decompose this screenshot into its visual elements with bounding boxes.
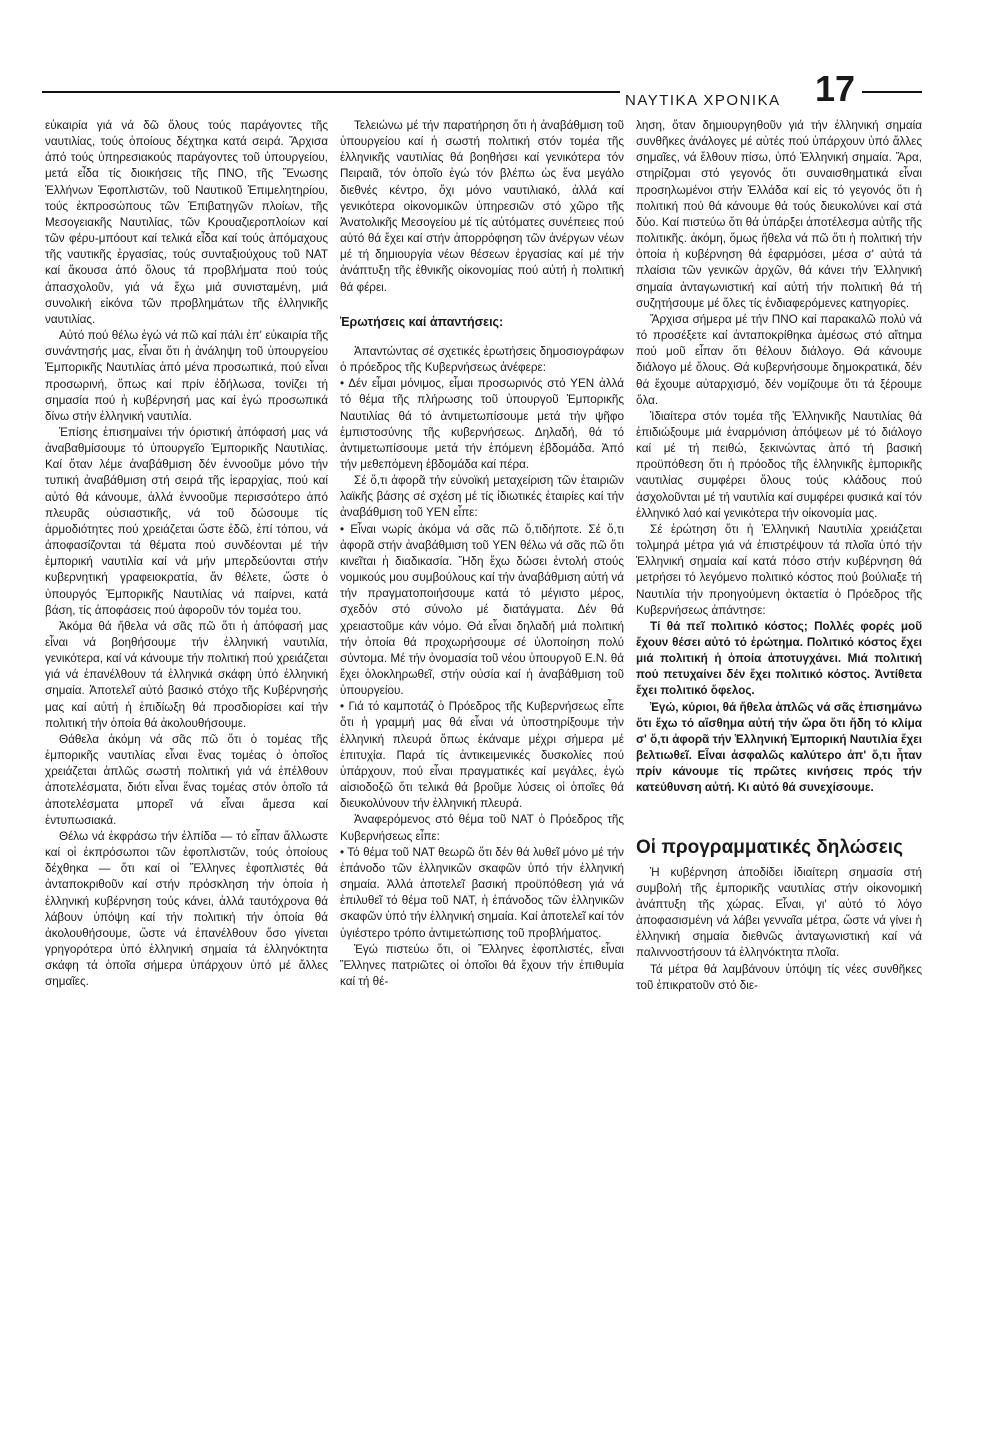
paragraph: • Τό θέμα τοῦ ΝΑΤ θεωρῶ ὅτι δέν θά λυθεῖ μόνο μέ τήν ἐπάνοδο τῶν ἑλληνικῶν σκαφῶν ὑπό τήν ἑλληνική σημαία. Ἀλλά ἀποτελεῖ βασική προϋπόθεση γιά νά ἐπιλυθεῖ τό θέμα τοῦ ΝΑΤ, ἡ ἐπάνοδος τῶν ἑλληνικῶν σκαφῶν ὑπό τήν ἑλληνική σημαία. Καί ἀποτελεῖ καί τόν ὑγιέστερο τρόπο ἀντιμετώπισης τοῦ προβλήματος. xyxy=(340,845,624,940)
column-3 xyxy=(636,118,922,994)
paragraph: Ἄρχισα σήμερα μέ τήν ΠΝΟ καί παρακαλῶ πολύ νά τό προσέξετε καί ἀνταποκρίθηκα ἀμέσως στό αἴτημα πού μοῦ εἶπαν ὅτι θέλουν διάλογο. Θά κάνουμε διάλογο μέ ὅλους. Θά κυβερνήσουμε δημοκρατικά, δέν θά ἔχουμε αὐταρχισμό, δέν νομίζουμε ὅτι τά ξέρουμε ὅλα. xyxy=(636,312,922,407)
paragraph: Ἡ κυβέρνηση ἀποδίδει ἰδιαίτερη σημασία στή συμβολή τῆς ἐμπορικῆς ναυτιλίας στήν οἰκονομική ἀνάπτυξη τῆς χώρας. Εἶναι, γι' αὐτό τό λόγο ἀποφασισμένη νά λάβει γενναῖα μέτρα, ὥστε νά γίνει ἡ ἑλληνική σημαία διεθνῶς ἀνταγωνιστική καί νά παλιννοστήσουν τά ἑλληνόκτητα πλοῖα. xyxy=(636,865,922,960)
paragraph: • Εἶναι νωρίς ἀκόμα νά σᾶς πῶ ὅ,τιδήποτε. Σέ ὅ,τι ἀφορᾶ στήν ἀναβάθμιση τοῦ ΥΕΝ θέλω νά σᾶς πῶ ὅτι κινεῖται ἡ διαδικασία. Ἤδη ἔχω δώσει ἐντολή στούς νομικούς μου συμβούλους καί τήν ἀναβάθμιση αὐτή νά τήν πραγματοποιήσουμε κατά τό μέγιστο μέρος, σχεδόν στό σύνολο μέ διατάγματα. Δέν θά χρειαστοῦμε κάν νόμο. Θά εἶναι δηλαδή μιά πολιτική τήν ὁποία θά προχωρήσουμε σέ ὑλοποίηση πολύ σύντομα. Μέ τήν ὀνομασία τοῦ νέου ὑπουργοῦ Ε.Ν. θά ἔχει ὁλοκληρωθεῖ, στήν οὐσία καί ἡ ἀναβάθμιση τοῦ ὑπουργείου. xyxy=(340,522,624,698)
paragraph: Τελειώνω μέ τήν παρατήρηση ὅτι ἡ ἀναβάθμιση τοῦ ὑπουργείου καί ἡ σωστή πολιτική στόν τομέα τῆς ἑλληνικῆς ναυτιλίας θά βοηθήσει καί γενικότερα τόν Πειραιᾶ, τόν ὁποῖο ἐγώ τόν βλέπω ὡς ἕνα μεγάλο διεθνές κέντρο, ὄχι μόνο ναυτιλιακό, ἀλλά καί γενικότερα οἰκονομικῶν ὑπηρεσιῶν στό χῶρο τῆς Ἀνατολικῆς Μεσογείου μέ τίς αὐτόματες συνέπειες πού αὐτό θά ἔχει καί στήν ἀπορρόφηση τῶν ἀνέργων νέων μέ τή δημιουργία νέων θέσεων ἐργασίας καί μέ τήν ἀνάπτυξη τῆς ἐθνικῆς οἰκονομίας πού αὐτή ἡ πολιτική θά φέρει. xyxy=(340,119,624,294)
paragraph: Ἀπαντώντας σέ σχετικές ἐρωτήσεις δημοσιογράφων ὁ πρόεδρος τῆς Κυβερνήσεως ἀνέφερε: xyxy=(340,344,624,375)
paragraph: Τά μέτρα θά λαμβάνουν ὑπόψη τίς νέες συνθῆκες τοῦ ἐπικρατοῦν στό διε- xyxy=(636,962,922,992)
paragraph: Ἰδιαίτερα στόν τομέα τῆς Ἑλληνικῆς Ναυτιλίας θά ἐπιδιώξουμε μιά ἐναρμόνιση ἀπόψεων μέ τό διάλογο καί μέ τή πειθώ, ξεκινώντας ἀπό τή βασική προϋπόθεση ὅτι ἡ πρόοδος τῆς ἑλληνικῆς ἐμπορικῆς ναυτιλίας συμφέρει ὅλους τούς κλάδους πού ἀσχολοῦνται μέ τή ναυτιλία καί συμφέρει φυσικά καί τόν ἑλληνικό λαό καί γενικότερα τήν οἰκονομία μας. xyxy=(636,409,922,520)
paragraph: Θέλω νά ἐκφράσω τήν ἐλπίδα — τό εἶπαν ἄλλωστε καί οἱ ἐκπρόσωποι τῶν ἐφοπλιστῶν, τούς ὁποίους δέχθηκα — ὅτι καί οἱ Ἕλληνες ἐφοπλιστές θά ἀνταποκριθοῦν καί στήν πρόσκληση τήν ὁποία ἡ ἑλληνική κυβέρνηση τούς κάνει, ἀλλά ταυτόχρονα θά λάβουν ὑπόψη καί τήν πολιτική τήν ὁποία θά ἀκολουθήσουμε, ὥστε νά ἐπανέλθουν ὅσο γίνεται γρηγορότερα ὑπό ἑλληνική σημαία τά ἑλληνόκτητα σκάφη τά ὁποῖα σήμερα ὑπάρχουν ὑπό μέ ἄλλες σημαῖες. xyxy=(45,829,328,989)
section-title: Οἱ προγραμματικές δηλώσεις xyxy=(636,836,903,858)
paragraph: • Γιά τό καμποτάζ ὁ Πρόεδρος τῆς Κυβερνήσεως εἶπε ὅτι ἡ γραμμή μας θά εἶναι νά ὑποστηρίξουμε τήν ἑλληνική πλευρά ὅπως ἐκάναμε μέχρι σήμερα μέ ἐπιτυχία. Παρά τίς ἀντικειμενικές δυσκολίες πού ὑπάρχουν, πού εἶναι πραγματικές καί μεγάλες, ἐγώ αἰσιοδοξῶ ὅτι τελικά θά βροῦμε λύσεις οἱ ὁποῖες θά διευκολύνουν τήν ἑλληνική πλευρά. xyxy=(340,700,624,811)
bold-paragraph: Ἐγώ, κύριοι, θά ἤθελα ἁπλῶς νά σᾶς ἐπισημάνω ὅτι ἔχω τό αἴσθημα αὐτή τήν ὥρα ὅτι ἤδη τό κλίμα σ' ὅ,τι ἀφορᾶ τήν Ἑλληνική Ἐμπορική Ναυτιλία ἔχει βελτιωθεῖ. Εἶναι ἀσφαλῶς καλύτερο ἀπ' ὅ,τι ἦταν πρίν κάνουμε τίς πρῶτες κινήσεις πρός τήν κατεύθυνση αὐτή. Κι αὐτό θά συνεχίσουμε. xyxy=(636,700,922,795)
page-number: 17 xyxy=(815,68,856,109)
paragraph: Θάθελα ἀκόμη νά σᾶς πῶ ὅτι ὁ τομέας τῆς ἐμπορικῆς ναυτιλίας εἶναι ἕνας τομέας ὁ ὁποῖος χρειάζεται ἁπλῶς σωστή πολιτική γιά νά ἐπέλθουν ἀποτελέσματα, διότι εἶναι ἕνας τομέας στόν ὁποῖο τά ἀποτελέσματα μπορεῖ νά εἶναι ἄμεσα καί ἐντυπωσιακά. xyxy=(45,732,328,827)
column-2 xyxy=(340,118,624,990)
paragraph: Αὐτό πού θέλω ἐγώ νά πῶ καί πάλι ἐπ' εὐκαιρία τῆς συνάντησής μας, εἶναι ὅτι ἡ ἀνάληψη τοῦ ὑπουργείου Ἐμπορικῆς Ναυτιλίας ἀπό μένα προσωπικά, πού εἶναι προσωρινή, ὅπως καί πρίν ἐδήλωσα, τονίζει τή σημασία πού ἡ κυβέρνησή μας καί ἐγώ προσωπικά δίνω στήν ἑλληνική ναυτιλία. xyxy=(45,329,328,423)
paragraph: • Δέν εἶμαι μόνιμος, εἶμαι προσωρινός στό ΥΕΝ ἀλλά τό θέμα τῆς πλήρωσης τοῦ ὑπουργοῦ Ἐμπορικῆς Ναυτιλίας θά τό ἀντιμετωπίσουμε μετά τήν ψῆφο ἐμπιστοσύνης τῆς κυβερνήσεως. Δηλαδή, θά τό ἀντιμετωπίσουμε μετά τήν ἑπόμενη ἑβδομάδα. Ἀπό τήν μεθεπόμενη ἑβδομάδα καί πέρα. xyxy=(340,377,624,471)
bold-paragraph: Τί θά πεῖ πολιτικό κόστος; Πολλές φορές μοῦ ἔχουν θέσει αὐτό τό ἐρώτημα. Πολιτικό κόστος ἔχει μιά πολιτική ἡ ὁποία ἀποτυγχάνει. Μιά πολιτική πού πετυχαίνει δέν ἔχει πολιτικό κόστος. Ἀντίθετα ἔχει πολιτικό ὄφελος. xyxy=(636,619,922,698)
header-rule-left xyxy=(42,91,620,93)
subheading-questions: Ἐρωτήσεις καί ἀπαντήσεις: xyxy=(340,314,504,329)
paragraph: Σέ ὅ,τι ἀφορᾶ τήν εὐνοϊκή μεταχείριση τῶν ἑταιριῶν λαϊκῆς βάσης σέ σχέση μέ τίς ἰδιωτικές ἑταιρίες καί τήν ἀναβάθμιση τοῦ ΥΕΝ εἶπε: xyxy=(340,474,624,520)
paragraph: Σέ ἐρώτηση ὅτι ἡ Ἑλληνική Ναυτιλία χρειάζεται τολμηρά μέτρα γιά νά ἐπιστρέψουν τά πλοῖα ὑπό τήν Ἑλληνική σημαία καί κατά πόσο στήν κυβέρνηση θά μετρήσει τό λεγόμενο πολιτικό κόστος πού βούλιαξε τή Ναυτιλία τήν προηγούμενη ὀκταετία ὁ Πρόεδρος τῆς Κυβερνήσεως ἀπάντησε: xyxy=(636,522,922,617)
paragraph: Ἐγώ πιστεύω ὅτι, οἱ Ἕλληνες ἐφοπλιστές, εἶναι Ἕλληνες πατριῶτες οἱ ὁποῖοι θά ἔχουν τήν ἐπιθυμία καί τή θέ- xyxy=(340,942,624,988)
column-1 xyxy=(45,118,328,990)
journal-name: ΝΑΥΤΙΚΑ ΧΡΟΝΙΚΑ xyxy=(625,92,781,109)
paragraph: Ἐπίσης ἐπισημαίνει τήν όριστική ἀπόφασή μας νά ἀναβαθμίσουμε τό ὑπουργεῖο Ἐμπορικῆς Ναυτιλίας. Καί ὅταν λέμε ἀναβάθμιση δέν ἐννοοῦμε μόνο τήν τυπική ἀναβάθμιση στή σειρά τῆς ἱεραρχίας, πού καί αὐτό θά κάνουμε, ἀλλά ἐννοοῦμε περισσότερο ἀπό πλευρᾶς οὐσιαστικῆς, νά τοῦ δώσουμε τίς ἁρμοδιότητες πού χρειάζεται ὥστε ἐδῶ, ἐπί τόπου, νά ἀποφασίζονται τά θέματα πού συνδέονται μέ τήν ἐμπορική ναυτιλία καί νά μήν μπερδεύονται στήν κυβερνητική γραφειοκρατία, ἄν θέλετε, ὥστε ὁ ὑπουργός Ἐμπορικῆς Ναυτιλίας νά παίρνει, κατά βάση, τίς ἀποφάσεις πού ἀφοροῦν τόν τομέα του. xyxy=(45,425,328,617)
paragraph: εὐκαιρία γιά νά δῶ ὅλους τούς παράγοντες τῆς ναυτιλίας, τούς ὁποίους δέχτηκα κατά σειρά. Ἄρχισα ἀπό τούς ὑπηρεσιακούς παράγοντες τοῦ ὑπουργείου, μετά εἶδα τίς διοικήσεις τῆς ΠΝΟ, τῆς Ἕνωσης Ἑλλήνων Ἐφοπλιστῶν, τοῦ Ναυτικοῦ Ἐπιμελητηρίου, τούς ἐκπροσώπους τῶν Ἐπιβατηγῶν πλοίων, τῆς Μεσογειακῆς Ναυτιλίας, τῶν Κρουαζιεροπλοίων καί τῶν φέρυ-μπόουτ καί τελικά εἶδα καί τούς ἀπόμαχους τῆς ναυτικῆς ἐργασίας, τούς συνταξιούχους τοῦ ΝΑΤ καί ἄκουσα ἀπό ὅλους τά προβλήματα πού τούς ἀπασχολοῦν, γιά νά ἔχω μιά συνισταμένη, μιά συνολική εἰκόνα τῶν προβλημάτων τῆς ἑλληνικῆς ναυτιλίας. xyxy=(45,119,328,326)
paragraph: ληση, ὅταν δημιουργηθοῦν γιά τήν ἑλληνική σημαία συνθῆκες ἀνάλογες μέ αὐτές πού ὑπάρχουν ὑπό ἄλλες σημαῖες, νά ἔλθουν πίσω, ὑπό Ἑλληνική σημαία. Ἄρα, στηρίζομαι στό γεγονός ὅτι συναισθηματικά εἶναι προσηλωμένοι στήν Ἑλλάδα καί εἰς τό γεγονός ὅτι ἡ πολιτική πού θά κάνουμε θά τούς διευκολύνει καί στά δύο. Καί πιστεύω ὅτι θά ὑπάρξει ἀποτέλεσμα αὐτῆς τῆς πολιτικῆς. ἀκόμη, ὅμως ἤθελα νά πῶ ὅτι ἡ πολιτική τήν ὁποία ἡ κυβέρνηση θά ἐφαρμόσει, μέσα σ' αὐτά τά πλαίσια τῶν γενικῶν ἀρχῶν, θά κάνει τήν Ἑλληνική σημαία ἀνταγωνιστική καί αὐτή τήν πολιτική θά τή συζητήσουμε μέ ὅλες τίς ἐνδιαφερόμενες κατηγορίες. xyxy=(636,119,922,310)
paragraph: Ἀκόμα θά ἤθελα νά σᾶς πῶ ὅτι ἡ ἀπόφασή μας εἶναι νά βοηθήσουμε τήν ἑλληνική ναυτιλία, γενικότερα, καί νά κάνουμε τήν πολιτική πού χρειάζεται γιά νά ἐπανέλθουν τά ἑλληνικά σκάφη ὑπό ἑλληνική σημαία. Ἀποτελεῖ αὐτό βασικό στόχο τῆς Κυβέρνησής μας καί αὐτή ἡ ἐπιδίωξη θά προσδιορίσει καί τήν πολιτική τήν ὁποία θά ἀκολουθήσουμε. xyxy=(45,619,328,730)
header-rule-right xyxy=(862,91,922,93)
paragraph: Ἀναφερόμενος στό θέμα τοῦ ΝΑΤ ὁ Πρόεδρος τῆς Κυβερνήσεως εἶπε: xyxy=(340,813,624,843)
